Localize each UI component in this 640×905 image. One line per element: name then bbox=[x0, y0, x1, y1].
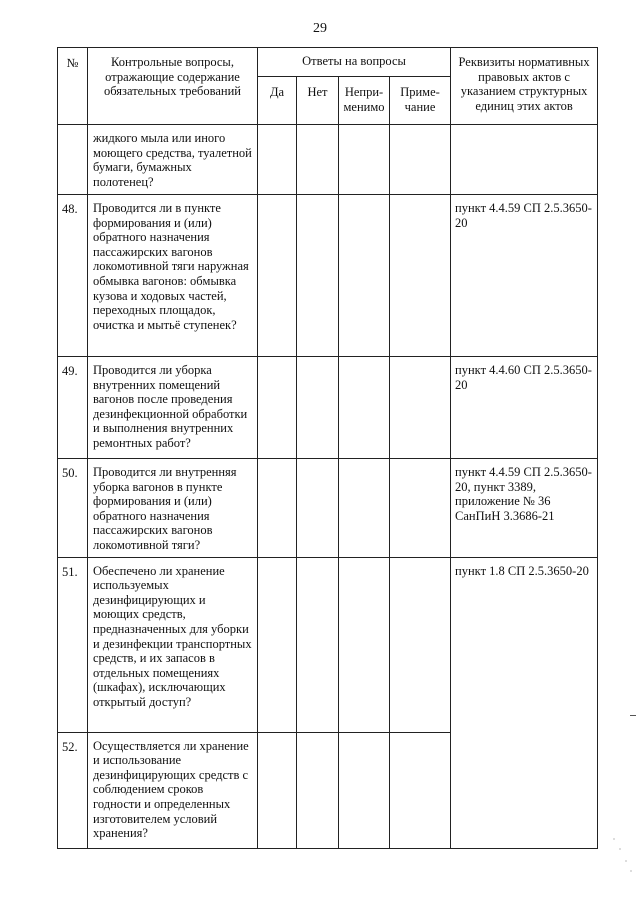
header-answer-no: Нет bbox=[297, 77, 339, 125]
row-question: жидкого мыла или иного моющего средства, туалетной бумаги, бумажных полотенец? bbox=[88, 125, 258, 195]
table-row bbox=[58, 125, 598, 195]
answer-not-applicable-cell[interactable] bbox=[339, 557, 390, 732]
answer-yes-cell[interactable] bbox=[258, 557, 297, 732]
answer-note-cell[interactable] bbox=[390, 125, 451, 195]
table-row bbox=[58, 557, 598, 732]
row-number: 48. bbox=[58, 195, 88, 357]
answer-not-applicable-cell[interactable] bbox=[339, 357, 390, 459]
header-answers: Ответы на вопросы bbox=[258, 48, 451, 77]
row-reference: пункт 4.4.59 СП 2.5.3650-20, пункт 3389, приложение № 36 СанПиН 3.3686-21 bbox=[451, 459, 598, 558]
row-question: Проводится ли уборка внутренних помещений вагонов после проведения дезинфекционной обработки и выполнения внутренних ремонтных работ? bbox=[88, 357, 258, 459]
answer-yes-cell[interactable] bbox=[258, 732, 297, 848]
answer-not-applicable-cell[interactable] bbox=[339, 732, 390, 848]
answer-not-applicable-cell[interactable] bbox=[339, 195, 390, 357]
row-question: Проводится ли внутренняя уборка вагонов в пункте формирования и (или) обратного назначения пассажирских вагонов локомотивной тяги? bbox=[88, 459, 258, 558]
page-number: 29 bbox=[313, 21, 327, 36]
answer-no-cell[interactable] bbox=[297, 459, 339, 558]
header-question: Контрольные вопросы, отражающие содержание обязательных требований bbox=[88, 48, 258, 125]
scan-artifact bbox=[610, 835, 634, 875]
answer-not-applicable-cell[interactable] bbox=[339, 125, 390, 195]
row-reference: пункт 1.8 СП 2.5.3650-20 bbox=[451, 557, 598, 848]
answer-not-applicable-cell[interactable] bbox=[339, 459, 390, 558]
table-row bbox=[58, 357, 598, 459]
answer-yes-cell[interactable] bbox=[258, 125, 297, 195]
answer-no-cell[interactable] bbox=[297, 557, 339, 732]
row-number: 51. bbox=[58, 557, 88, 732]
answer-no-cell[interactable] bbox=[297, 125, 339, 195]
row-question: Проводится ли в пункте формирования и (или) обратного назначения пассажирских вагонов локомотивной тяги наружная обмывка вагонов: обмывка кузова и ходовых частей, переходных площадок, очистка и мытьё ступенек? bbox=[88, 195, 258, 357]
row-number: 52. bbox=[58, 732, 88, 848]
answer-yes-cell[interactable] bbox=[258, 195, 297, 357]
answer-note-cell[interactable] bbox=[390, 459, 451, 558]
answer-no-cell[interactable] bbox=[297, 732, 339, 848]
row-reference: пункт 4.4.59 СП 2.5.3650-20 bbox=[451, 195, 598, 357]
scan-mark bbox=[630, 715, 636, 716]
header-number: № bbox=[58, 48, 88, 125]
answer-yes-cell[interactable] bbox=[258, 459, 297, 558]
answer-note-cell[interactable] bbox=[390, 195, 451, 357]
answer-no-cell[interactable] bbox=[297, 357, 339, 459]
answer-yes-cell[interactable] bbox=[258, 357, 297, 459]
header-answer-note: Приме-чание bbox=[390, 77, 451, 125]
answer-note-cell[interactable] bbox=[390, 732, 451, 848]
row-reference: пункт 4.4.60 СП 2.5.3650-20 bbox=[451, 357, 598, 459]
row-reference bbox=[451, 125, 598, 195]
row-question: Обеспечено ли хранение используемых дезинфицирующих и моющих средств, предназначенных для уборки и дезинфекции транспортных средств, и их запасов в отдельных помещениях (шкафах), исключающих открытый доступ? bbox=[88, 557, 258, 732]
header-answer-yes: Да bbox=[258, 77, 297, 125]
answer-note-cell[interactable] bbox=[390, 557, 451, 732]
header-requisites: Реквизиты нормативных правовых актов с указанием структурных единиц этих актов bbox=[451, 48, 598, 125]
answer-no-cell[interactable] bbox=[297, 195, 339, 357]
table-row bbox=[58, 459, 598, 558]
row-number: 50. bbox=[58, 459, 88, 558]
answer-note-cell[interactable] bbox=[390, 357, 451, 459]
row-number bbox=[58, 125, 88, 195]
table-row bbox=[58, 195, 598, 357]
row-question: Осуществляется ли хранение и использование дезинфицирующих средств с соблюдением сроков годности и определенных изготовителем условий хранения? bbox=[88, 732, 258, 848]
checklist-table bbox=[57, 47, 598, 849]
row-number: 49. bbox=[58, 357, 88, 459]
header-answer-not-applicable: Непри-менимо bbox=[339, 77, 390, 125]
